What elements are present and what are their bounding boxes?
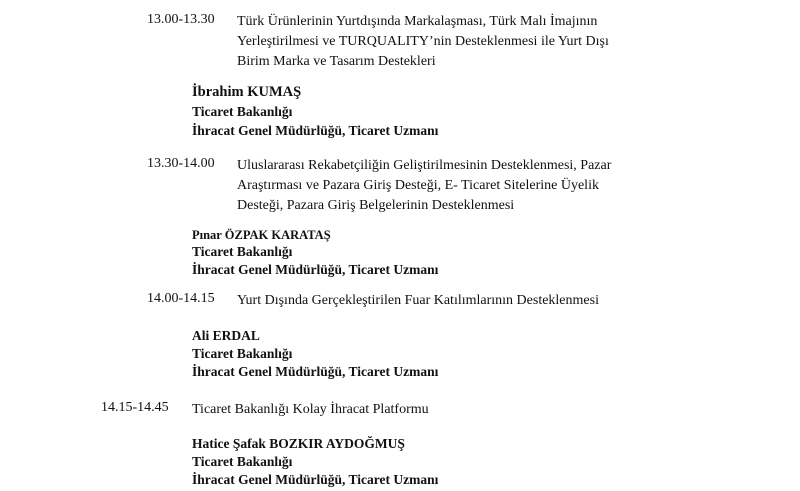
session-title-line-1: Türk Ürünlerinin Yurtdışında Markalaşması, Türk Malı İmajının <box>237 14 598 29</box>
speaker-role: İhracat Genel Müdürlüğü, Ticaret Uzmanı <box>192 472 439 487</box>
speaker-role: İhracat Genel Müdürlüğü, Ticaret Uzmanı <box>192 262 439 277</box>
speaker-organization: Ticaret Bakanlığı <box>192 454 293 469</box>
speaker-name: İbrahim KUMAŞ <box>192 84 302 100</box>
session-title-line-2: Yerleştirilmesi ve TURQUALITY’nin Desteklenmesi ile Yurt Dışı <box>237 34 609 49</box>
session-title-line-1: Uluslararası Rekabetçiliğin Geliştirilmesinin Desteklenmesi, Pazar <box>237 158 612 173</box>
speaker-name: Ali ERDAL <box>192 328 260 343</box>
session-title: Ticaret Bakanlığı Kolay İhracat Platformu <box>192 402 429 417</box>
speaker-organization: Ticaret Bakanlığı <box>192 244 293 259</box>
session-time: 13.30-14.00 <box>147 156 215 171</box>
speaker-role: İhracat Genel Müdürlüğü, Ticaret Uzmanı <box>192 123 439 138</box>
session-title-line-2: Araştırması ve Pazara Giriş Desteği, E- Ticaret Sitelerine Üyelik <box>237 178 599 193</box>
speaker-organization: Ticaret Bakanlığı <box>192 346 293 361</box>
speaker-name: Pınar ÖZPAK KARATAŞ <box>192 228 331 242</box>
session-title-line-3: Desteği, Pazara Giriş Belgelerinin Desteklenmesi <box>237 198 515 213</box>
session-time: 13.00-13.30 <box>147 12 215 27</box>
session-title-line-3: Birim Marka ve Tasarım Destekleri <box>237 54 436 69</box>
speaker-organization: Ticaret Bakanlığı <box>192 104 293 119</box>
speaker-role: İhracat Genel Müdürlüğü, Ticaret Uzmanı <box>192 364 439 379</box>
session-time: 14.00-14.15 <box>147 291 215 306</box>
speaker-name: Hatice Şafak BOZKIR AYDOĞMUŞ <box>192 436 405 451</box>
session-title: Yurt Dışında Gerçekleştirilen Fuar Katılımlarının Desteklenmesi <box>237 293 599 308</box>
session-time: 14.15-14.45 <box>101 400 169 415</box>
